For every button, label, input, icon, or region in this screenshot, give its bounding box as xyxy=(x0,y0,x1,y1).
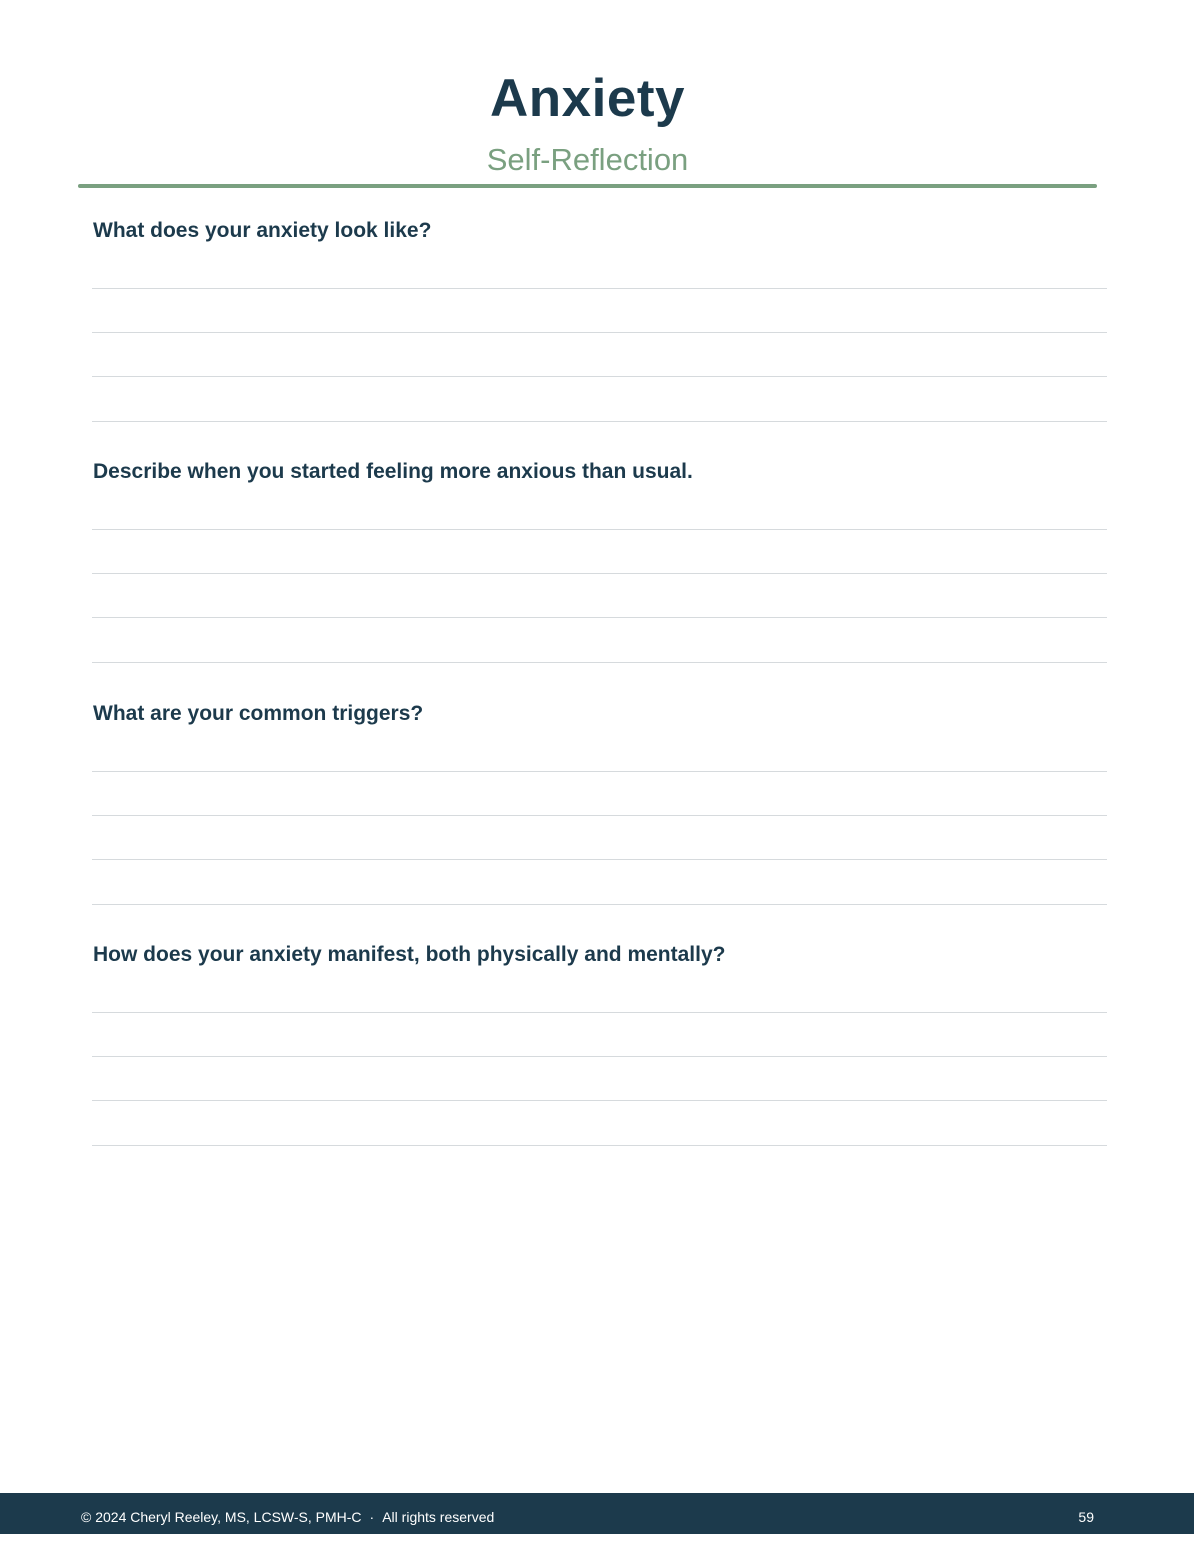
page-subtitle: Self-Reflection xyxy=(486,142,689,177)
answer-line[interactable] xyxy=(92,771,1107,772)
answer-line[interactable] xyxy=(92,1100,1107,1101)
header-divider xyxy=(78,184,1097,188)
answer-line[interactable] xyxy=(92,815,1107,816)
answer-line[interactable] xyxy=(92,617,1107,618)
question-label: What are your common triggers? xyxy=(93,702,424,725)
answer-line[interactable] xyxy=(92,859,1107,860)
copyright-text: © 2024 Cheryl Reeley, MS, LCSW-S, PMH-C xyxy=(81,1509,362,1525)
rights-text: All rights reserved xyxy=(382,1509,495,1525)
footer-separator: · xyxy=(369,1509,375,1525)
answer-line[interactable] xyxy=(92,904,1107,905)
page-footer xyxy=(0,1493,1194,1534)
page-title: Anxiety xyxy=(490,69,685,128)
answer-line[interactable] xyxy=(92,1145,1107,1146)
answer-line[interactable] xyxy=(92,376,1107,377)
answer-line[interactable] xyxy=(92,332,1107,333)
answer-line[interactable] xyxy=(92,662,1107,663)
page-header xyxy=(0,0,1194,190)
answer-line[interactable] xyxy=(92,421,1107,422)
answer-line[interactable] xyxy=(92,288,1107,289)
answer-line[interactable] xyxy=(92,529,1107,530)
question-label: How does your anxiety manifest, both physically and mentally? xyxy=(93,943,726,966)
page-number: 59 xyxy=(1078,1509,1094,1525)
question-label: What does your anxiety look like? xyxy=(93,219,432,242)
answer-line[interactable] xyxy=(92,1056,1107,1057)
answer-line[interactable] xyxy=(92,1012,1107,1013)
question-label: Describe when you started feeling more anxious than usual. xyxy=(93,460,693,483)
answer-line[interactable] xyxy=(92,573,1107,574)
